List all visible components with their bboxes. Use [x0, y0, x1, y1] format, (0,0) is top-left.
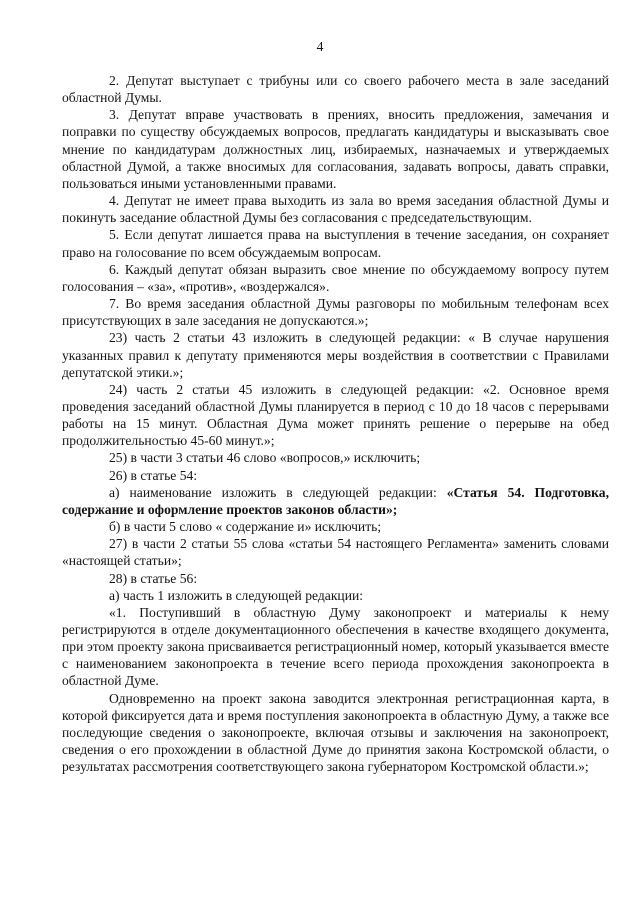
paragraph-deputy-speaks-from-tribune: 2. Депутат выступает с трибуны или со своего рабочего места в зале заседаний областной Думы. — [62, 73, 609, 106]
paragraph-item-23: 23) часть 2 статьи 43 изложить в следующей редакции: « В случае нарушения указанных правил к депутату применяются меры воздействия в соответствии с Правилами депутатской этики.»; — [62, 330, 609, 380]
paragraph-item-28a: а) часть 1 изложить в следующей редакции: — [109, 587, 364, 603]
paragraph-item-26a-text: а) наименование изложить в следующей редакции: — [109, 484, 447, 500]
paragraph-item-25: 25) в части 3 статьи 46 слово «вопросов,» исключить; — [109, 450, 421, 466]
paragraph-item-26b: б) в части 5 слово « содержание и» исключить; — [109, 519, 382, 535]
paragraph-voting-right-retained: 5. Если депутат лишается права на выступления в течение заседания, он сохраняет право на голосование по всем обсуждаемым вопросам. — [62, 227, 609, 260]
paragraph-deputy-rights: 3. Депутат вправе участвовать в прениях, вносить предложения, замечания и поправки по существу обсуждаемых вопросов, предлагать кандидатуры и высказывать свое мнение по кандидатурам должностных лиц, избираемых, назначаемых и утверждаемых областной Думой, а также вносимых для согласования, задавать вопросы, давать справки, пользоваться иными установленными правами. — [62, 107, 609, 191]
page-number: 4 — [316, 39, 324, 54]
article-54-title: «Статья 54. Подготовка, содержание и оформление проектов законов области»; — [62, 484, 609, 517]
paragraph-item-26: 26) в статье 54: — [109, 467, 198, 483]
document-body — [62, 72, 609, 775]
paragraph-deputy-may-not-leave: 4. Депутат не имеет права выходить из зала во время заседания областной Думы и покинуть заседание областной Думы без согласования с председательствующим. — [62, 193, 609, 226]
paragraph-item-28: 28) в статье 56: — [109, 570, 198, 586]
paragraph-item-24: 24) часть 2 статьи 45 изложить в следующей редакции: «2. Основное время проведения заседаний областной Думы планируется в период с 10 до 18 часов с перерывами работы на 15 минут. Областная Дума может принять решение о перерыве на обед продолжительностью 45-60 минут.»; — [62, 381, 609, 449]
paragraph-mobile-phones: 7. Во время заседания областной Думы разговоры по мобильным телефонам всех присутствующих в зале заседания не допускаются.»; — [62, 296, 609, 329]
paragraph-bill-registration: «1. Поступивший в областную Думу законопроект и материалы к нему регистрируются в отделе документационного обеспечения в качестве входящего документа, при этом проекту закона присваивается регистрационный номер, который указывается вместе с наименованием законопроекта в течение всего периода прохождения законопроекта в областной Думе. — [62, 604, 609, 689]
paragraph-item-27: 27) в части 2 статьи 55 слова «статьи 54 настоящего Регламента» заменить словами «настоящей статьи»; — [62, 536, 609, 569]
paragraph-item-26a — [62, 484, 609, 518]
paragraph-obligation-to-vote: 6. Каждый депутат обязан выразить свое мнение по обсуждаемому вопросу путем голосования – «за», «против», «воздержался». — [62, 261, 609, 294]
paragraph-electronic-registration-card: Одновременно на проект закона заводится электронная регистрационная карта, в которой фиксируется дата и время поступления законопроекта в областную Думу, а также все последующие сведения о законопроекте, включая отзывы и заключения на законопроект, сведения о его прохождении в областной Думе до принятия закона Костромской области, о результатах рассмотрения соответствующего закона губернатором Костромской области.»; — [62, 690, 609, 775]
